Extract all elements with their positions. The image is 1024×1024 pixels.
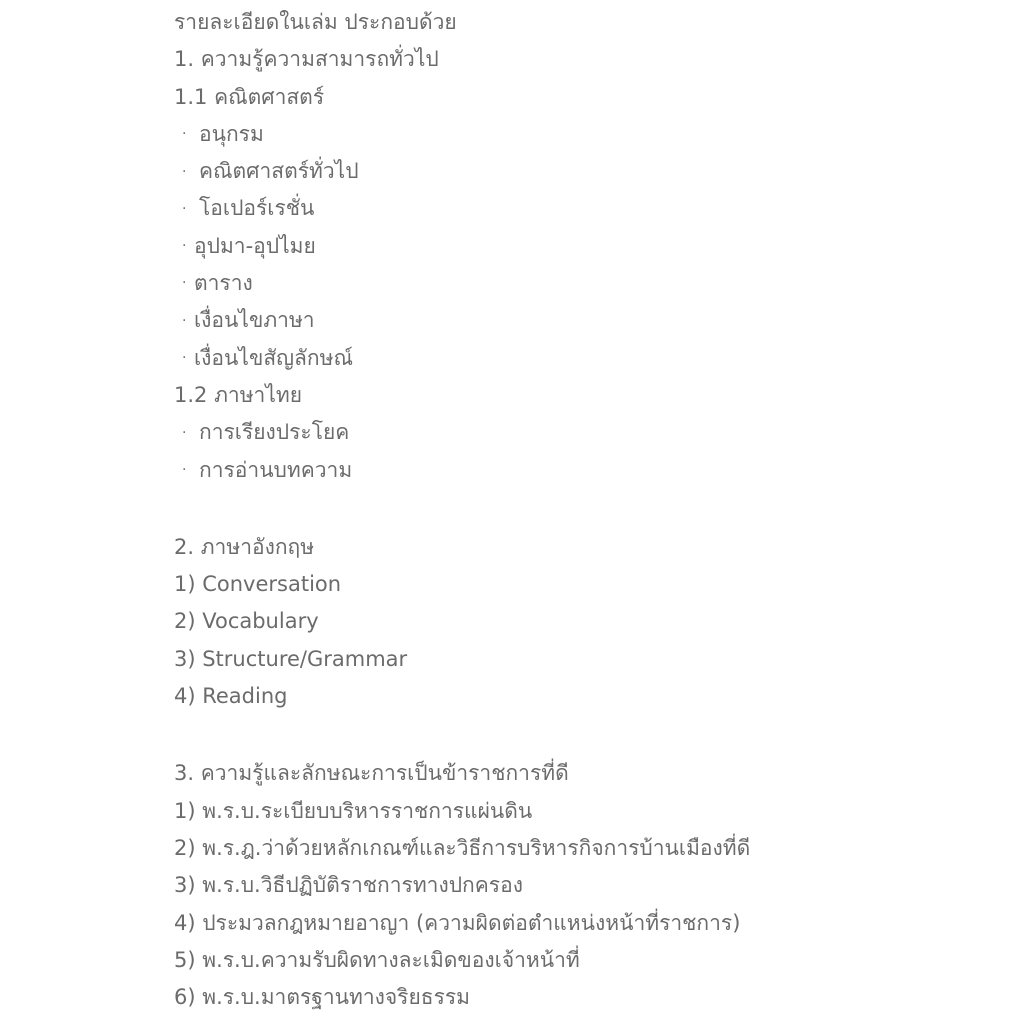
spacer (174, 715, 1004, 755)
math-list-item-label: เงื่อนไขภาษา (194, 308, 315, 333)
law-list-item: 1) พ.ร.บ.ระเบียบบริหารราชการแผ่นดิน (174, 798, 533, 823)
math-list-item (174, 116, 1004, 153)
english-list-item: 4) Reading (174, 684, 288, 709)
law-list-item: 2) พ.ร.ฎ.ว่าด้วยหลักเกณฑ์และวิธีการบริหารกิจการบ้านเมืองที่ดี (174, 835, 751, 860)
bullet-icon: · (182, 350, 187, 367)
thai-list-item (174, 414, 1004, 451)
math-subsection-title: 1.1 คณิตศาสตร์ (174, 84, 325, 109)
section2-title: 2. ภาษาอังกฤษ (174, 534, 315, 559)
bullet-icon: · (182, 275, 187, 292)
math-list-item-label: อนุกรม (199, 121, 264, 146)
section3-title: 3. ความรู้และลักษณะการเป็นข้าราชการที่ดี (174, 761, 569, 786)
math-list-item-label: โอเปอร์เรชั่น (199, 196, 315, 221)
math-list-item-label: ตาราง (194, 271, 253, 296)
math-list-item-label: อุปมา-อุปไมย (194, 233, 316, 258)
math-list-item (174, 153, 1004, 190)
english-list-item: 1) Conversation (174, 572, 342, 597)
math-list-item (174, 265, 1004, 302)
bullet-icon: · (182, 163, 187, 180)
math-list-item-label: เงื่อนไขสัญลักษณ์ (194, 345, 353, 370)
section1-title: 1. ความรู้ความสามารถทั่วไป (174, 47, 439, 72)
law-list-item: 6) พ.ร.บ.มาตรฐานทางจริยธรรม (174, 985, 470, 1010)
bullet-icon: · (182, 238, 187, 255)
spacer (174, 489, 1004, 529)
thai-subsection-title: 1.2 ภาษาไทย (174, 382, 303, 407)
bullet-icon: · (182, 312, 187, 329)
thai-list-item-label: การเรียงประโยค (199, 420, 350, 445)
document-body (174, 4, 1004, 1016)
bullet-icon: · (182, 461, 187, 478)
bullet-icon: · (182, 126, 187, 143)
math-list-item-label: คณิตศาสตร์ทั่วไป (199, 159, 359, 184)
english-list-item: 2) Vocabulary (174, 609, 319, 634)
law-list-item: 5) พ.ร.บ.ความรับผิดทางละเมิดของเจ้าหน้าที่ (174, 947, 580, 972)
math-list-item (174, 190, 1004, 227)
thai-list-item-label: การอ่านบทความ (199, 457, 353, 482)
bullet-icon: · (182, 424, 187, 441)
math-list-item (174, 228, 1004, 265)
bullet-icon: · (182, 200, 187, 217)
math-list-item (174, 302, 1004, 339)
law-list-item: 3) พ.ร.บ.วิธีปฏิบัติราชการทางปกครอง (174, 873, 523, 898)
math-list-item (174, 340, 1004, 377)
english-list-item: 3) Structure/Grammar (174, 646, 408, 671)
thai-list-item (174, 452, 1004, 489)
intro-text: รายละเอียดในเล่ม ประกอบด้วย (174, 10, 457, 34)
law-list-item: 4) ประมวลกฎหมายอาญา (ความผิดต่อตำแหน่งหน้าที่ราชการ) (174, 910, 741, 935)
